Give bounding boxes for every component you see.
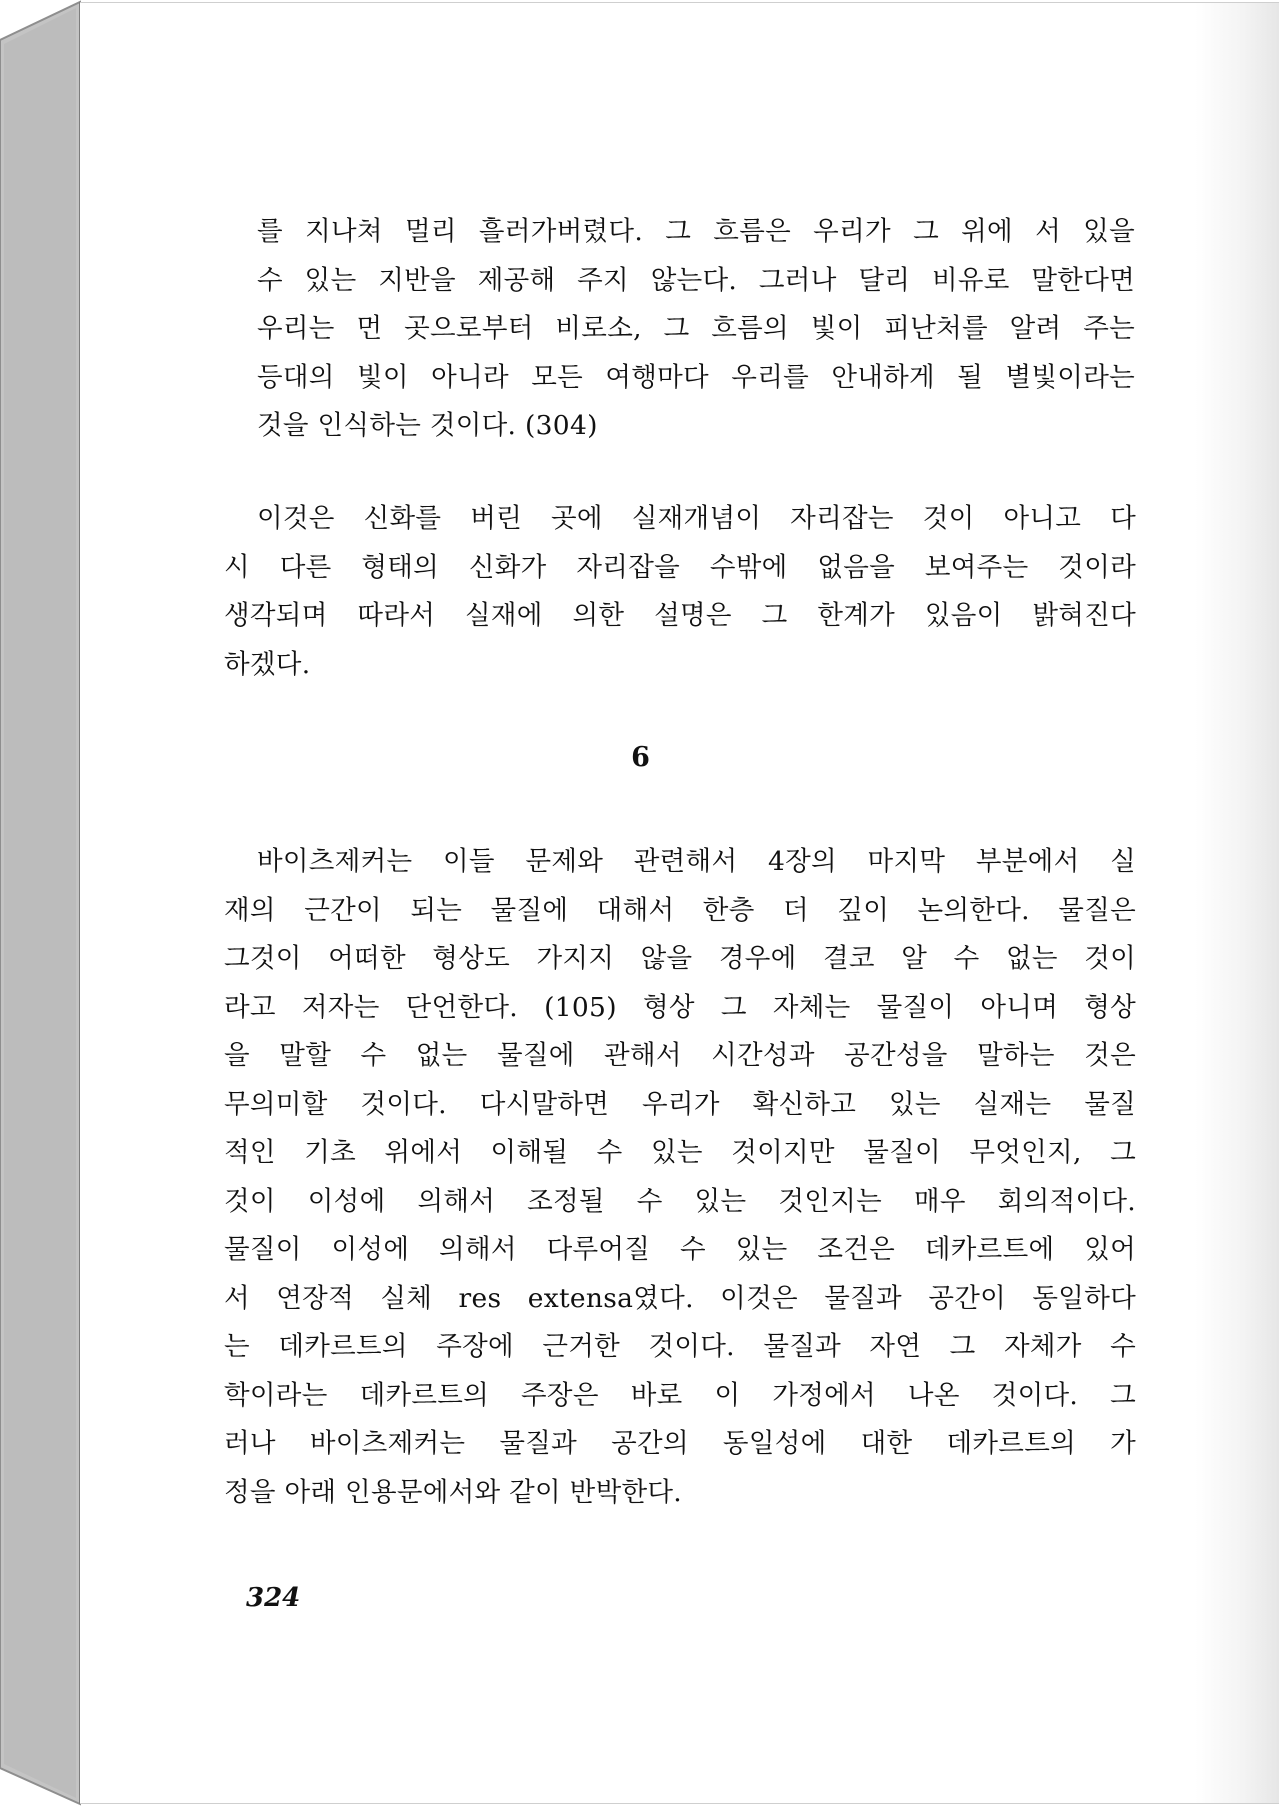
paragraph-line: 서 연장적 실체 res extensa였다. 이것은 물질과 공간이 동일하다 bbox=[224, 1282, 1136, 1314]
quote-line: 등대의 빛이 아니라 모든 여행마다 우리를 안내하게 될 별빛이라는 bbox=[257, 361, 1135, 393]
page-number: 324 bbox=[246, 1583, 301, 1613]
paragraph-line: 하겠다. bbox=[224, 648, 311, 680]
paragraph-1 bbox=[224, 495, 1136, 689]
paragraph-line: 학이라는 데카르트의 주장은 바로 이 가정에서 나온 것이다. 그 bbox=[224, 1379, 1136, 1411]
paragraph-line: 러나 바이츠제커는 물질과 공간의 동일성에 대한 데카르트의 가 bbox=[224, 1428, 1136, 1459]
paragraph-line: 것이 이성에 의해서 조정될 수 있는 것인지는 매우 회의적이다. bbox=[224, 1185, 1136, 1217]
block-quote bbox=[257, 208, 1135, 451]
paragraph-line: 라고 저자는 단언한다. (105) 형상 그 자체는 물질이 아니며 형상 bbox=[224, 991, 1136, 1023]
paragraph-line: 그것이 어떠한 형상도 가지지 않을 경우에 결코 알 수 없는 것이 bbox=[224, 943, 1136, 974]
paragraph-line: 무의미할 것이다. 다시말하면 우리가 확신하고 있는 실재는 물질 bbox=[224, 1088, 1136, 1120]
quote-line: 것을 인식하는 것이다. (304) bbox=[257, 410, 598, 441]
paragraph-line: 시 다른 형태의 신화가 자리잡을 수밖에 없음을 보여주는 것이라 bbox=[224, 551, 1136, 583]
quote-line: 우리는 먼 곳으로부터 비로소, 그 흐름의 빛이 피난처를 알려 주는 bbox=[257, 313, 1135, 344]
paragraph-line: 이것은 신화를 버린 곳에 실재개념이 자리잡는 것이 아니고 다 bbox=[257, 503, 1136, 534]
paragraph-line: 재의 근간이 되는 물질에 대해서 한층 더 깊이 논의한다. 물질은 bbox=[224, 894, 1136, 926]
paragraph-line: 생각되며 따라서 실재에 의한 설명은 그 한계가 있음이 밝혀진다 bbox=[224, 600, 1136, 631]
paragraph-line: 적인 기초 위에서 이해될 수 있는 것이지만 물질이 무엇인지, 그 bbox=[224, 1137, 1136, 1168]
paragraph-line: 바이츠제커는 이들 문제와 관련해서 4장의 마지막 부분에서 실 bbox=[257, 846, 1136, 877]
paragraph-line: 는 데카르트의 주장에 근거한 것이다. 물질과 자연 그 자체가 수 bbox=[224, 1331, 1136, 1362]
paragraph-2 bbox=[224, 838, 1136, 1517]
section-number: 6 bbox=[631, 742, 650, 773]
paragraph-line: 정을 아래 인용문에서와 같이 반박한다. bbox=[224, 1476, 683, 1508]
paragraph-line: 을 말할 수 없는 물질에 관해서 시간성과 공간성을 말하는 것은 bbox=[224, 1040, 1136, 1071]
quote-line: 를 지나쳐 멀리 흘러가버렸다. 그 흐름은 우리가 그 위에 서 있을 bbox=[257, 216, 1135, 247]
quote-line: 수 있는 지반을 제공해 주지 않는다. 그러나 달리 비유로 말한다면 bbox=[257, 264, 1135, 296]
paragraph-line: 물질이 이성에 의해서 다루어질 수 있는 조건은 데카르트에 있어 bbox=[224, 1234, 1136, 1265]
